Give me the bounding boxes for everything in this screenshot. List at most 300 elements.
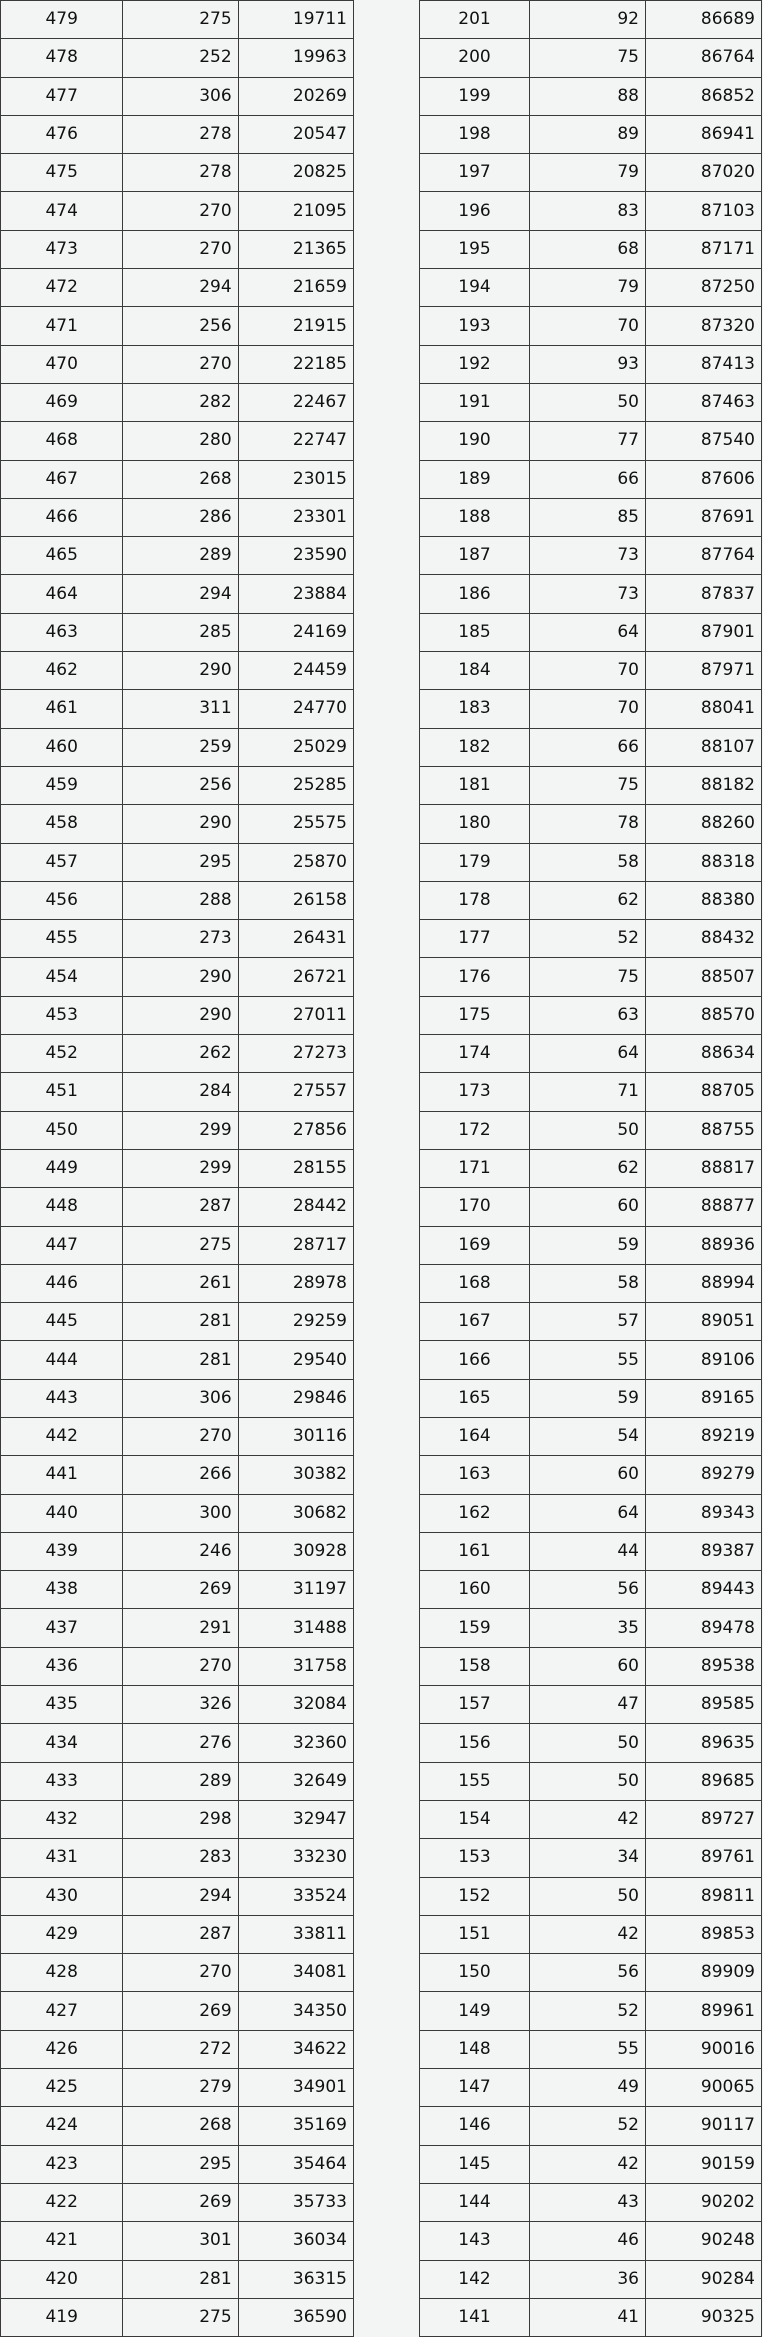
count-cell: 283 xyxy=(123,1839,238,1877)
cumulative-cell: 86689 xyxy=(645,1,761,39)
count-cell: 75 xyxy=(529,766,645,804)
table-row xyxy=(1,575,354,613)
table-row xyxy=(1,2107,354,2145)
table-row xyxy=(1,920,354,958)
score-cell: 171 xyxy=(420,1149,530,1187)
count-cell: 275 xyxy=(123,2298,238,2336)
score-cell: 443 xyxy=(1,1379,123,1417)
table-row xyxy=(420,192,762,230)
count-cell: 52 xyxy=(529,920,645,958)
cumulative-cell: 30682 xyxy=(238,1494,353,1532)
count-cell: 270 xyxy=(123,230,238,268)
cumulative-cell: 32947 xyxy=(238,1800,353,1838)
table-row xyxy=(1,843,354,881)
cumulative-cell: 35733 xyxy=(238,2183,353,2221)
table-row xyxy=(1,805,354,843)
cumulative-cell: 21095 xyxy=(238,192,353,230)
count-cell: 88 xyxy=(529,77,645,115)
table-row xyxy=(1,1073,354,1111)
count-cell: 73 xyxy=(529,537,645,575)
table-row xyxy=(1,1188,354,1226)
cumulative-cell: 25870 xyxy=(238,843,353,881)
count-cell: 50 xyxy=(529,1877,645,1915)
cumulative-cell: 87540 xyxy=(645,422,761,460)
score-cell: 170 xyxy=(420,1188,530,1226)
cumulative-cell: 27557 xyxy=(238,1073,353,1111)
count-cell: 92 xyxy=(529,1,645,39)
score-cell: 439 xyxy=(1,1532,123,1570)
score-cell: 450 xyxy=(1,1111,123,1149)
table-row xyxy=(420,958,762,996)
cumulative-cell: 88634 xyxy=(645,1035,761,1073)
score-cell: 180 xyxy=(420,805,530,843)
count-cell: 68 xyxy=(529,230,645,268)
table-row xyxy=(1,2298,354,2336)
table-row xyxy=(420,1609,762,1647)
score-cell: 161 xyxy=(420,1532,530,1570)
score-table-left xyxy=(0,0,354,2337)
table-row xyxy=(1,766,354,804)
count-cell: 66 xyxy=(529,460,645,498)
count-cell: 83 xyxy=(529,192,645,230)
cumulative-cell: 89811 xyxy=(645,1877,761,1915)
count-cell: 50 xyxy=(529,1724,645,1762)
score-cell: 157 xyxy=(420,1686,530,1724)
score-cell: 425 xyxy=(1,2069,123,2107)
cumulative-cell: 86764 xyxy=(645,39,761,77)
count-cell: 262 xyxy=(123,1035,238,1073)
cumulative-cell: 87764 xyxy=(645,537,761,575)
cumulative-cell: 90284 xyxy=(645,2260,761,2298)
table-row xyxy=(420,1571,762,1609)
score-cell: 158 xyxy=(420,1647,530,1685)
score-cell: 175 xyxy=(420,996,530,1034)
score-cell: 165 xyxy=(420,1379,530,1417)
score-cell: 446 xyxy=(1,1264,123,1302)
score-cell: 470 xyxy=(1,345,123,383)
count-cell: 299 xyxy=(123,1149,238,1187)
cumulative-cell: 88705 xyxy=(645,1073,761,1111)
score-cell: 460 xyxy=(1,728,123,766)
cumulative-cell: 86852 xyxy=(645,77,761,115)
table-row xyxy=(1,77,354,115)
count-cell: 60 xyxy=(529,1188,645,1226)
cumulative-cell: 89761 xyxy=(645,1839,761,1877)
score-cell: 197 xyxy=(420,154,530,192)
count-cell: 85 xyxy=(529,498,645,536)
cumulative-cell: 90248 xyxy=(645,2222,761,2260)
cumulative-cell: 89853 xyxy=(645,1915,761,1953)
cumulative-cell: 33524 xyxy=(238,1877,353,1915)
count-cell: 59 xyxy=(529,1226,645,1264)
cumulative-cell: 87250 xyxy=(645,269,761,307)
count-cell: 60 xyxy=(529,1647,645,1685)
table-row xyxy=(420,1877,762,1915)
count-cell: 278 xyxy=(123,154,238,192)
score-cell: 182 xyxy=(420,728,530,766)
cumulative-cell: 26431 xyxy=(238,920,353,958)
cumulative-cell: 90016 xyxy=(645,2030,761,2068)
table-row xyxy=(420,805,762,843)
score-cell: 193 xyxy=(420,307,530,345)
count-cell: 79 xyxy=(529,269,645,307)
cumulative-cell: 31488 xyxy=(238,1609,353,1647)
count-cell: 300 xyxy=(123,1494,238,1532)
table-row xyxy=(420,383,762,421)
table-row xyxy=(1,2183,354,2221)
count-cell: 290 xyxy=(123,996,238,1034)
score-cell: 427 xyxy=(1,1992,123,2030)
count-cell: 269 xyxy=(123,1992,238,2030)
count-cell: 52 xyxy=(529,2107,645,2145)
table-row xyxy=(1,39,354,77)
score-cell: 159 xyxy=(420,1609,530,1647)
table-row xyxy=(1,1571,354,1609)
count-cell: 59 xyxy=(529,1379,645,1417)
cumulative-cell: 23884 xyxy=(238,575,353,613)
count-cell: 89 xyxy=(529,115,645,153)
cumulative-cell: 21365 xyxy=(238,230,353,268)
score-cell: 476 xyxy=(1,115,123,153)
table-row xyxy=(1,1839,354,1877)
count-cell: 269 xyxy=(123,2183,238,2221)
count-cell: 41 xyxy=(529,2298,645,2336)
score-cell: 169 xyxy=(420,1226,530,1264)
count-cell: 42 xyxy=(529,1800,645,1838)
table-row xyxy=(1,690,354,728)
score-cell: 454 xyxy=(1,958,123,996)
score-cell: 449 xyxy=(1,1149,123,1187)
count-cell: 58 xyxy=(529,843,645,881)
score-cell: 142 xyxy=(420,2260,530,2298)
cumulative-cell: 89387 xyxy=(645,1532,761,1570)
score-cell: 438 xyxy=(1,1571,123,1609)
score-cell: 469 xyxy=(1,383,123,421)
score-cell: 432 xyxy=(1,1800,123,1838)
count-cell: 46 xyxy=(529,2222,645,2260)
score-cell: 423 xyxy=(1,2145,123,2183)
cumulative-cell: 89635 xyxy=(645,1724,761,1762)
table-row xyxy=(420,1686,762,1724)
table-row xyxy=(1,498,354,536)
cumulative-cell: 88041 xyxy=(645,690,761,728)
score-cell: 431 xyxy=(1,1839,123,1877)
table-row xyxy=(420,1724,762,1762)
cumulative-cell: 88260 xyxy=(645,805,761,843)
count-cell: 306 xyxy=(123,1379,238,1417)
cumulative-cell: 28717 xyxy=(238,1226,353,1264)
score-cell: 428 xyxy=(1,1954,123,1992)
score-table-right xyxy=(419,0,762,2337)
cumulative-cell: 20547 xyxy=(238,115,353,153)
table-row xyxy=(420,2222,762,2260)
table-row xyxy=(1,115,354,153)
count-cell: 290 xyxy=(123,805,238,843)
table-row xyxy=(1,1877,354,1915)
score-cell: 181 xyxy=(420,766,530,804)
table-row xyxy=(1,2145,354,2183)
cumulative-cell: 33811 xyxy=(238,1915,353,1953)
count-cell: 73 xyxy=(529,575,645,613)
cumulative-cell: 29540 xyxy=(238,1341,353,1379)
count-cell: 281 xyxy=(123,1303,238,1341)
score-cell: 477 xyxy=(1,77,123,115)
count-cell: 275 xyxy=(123,1226,238,1264)
count-cell: 78 xyxy=(529,805,645,843)
cumulative-cell: 89909 xyxy=(645,1954,761,1992)
score-cell: 473 xyxy=(1,230,123,268)
count-cell: 62 xyxy=(529,881,645,919)
count-cell: 55 xyxy=(529,2030,645,2068)
score-cell: 154 xyxy=(420,1800,530,1838)
count-cell: 280 xyxy=(123,422,238,460)
count-cell: 62 xyxy=(529,1149,645,1187)
count-cell: 36 xyxy=(529,2260,645,2298)
table-row xyxy=(420,1188,762,1226)
score-cell: 156 xyxy=(420,1724,530,1762)
table-row xyxy=(420,766,762,804)
score-cell: 478 xyxy=(1,39,123,77)
score-cell: 436 xyxy=(1,1647,123,1685)
table-row xyxy=(1,1264,354,1302)
score-cell: 141 xyxy=(420,2298,530,2336)
table-row xyxy=(420,920,762,958)
cumulative-cell: 90202 xyxy=(645,2183,761,2221)
score-cell: 177 xyxy=(420,920,530,958)
cumulative-cell: 36315 xyxy=(238,2260,353,2298)
count-cell: 256 xyxy=(123,307,238,345)
count-cell: 64 xyxy=(529,1035,645,1073)
score-cell: 458 xyxy=(1,805,123,843)
table-row xyxy=(1,1724,354,1762)
score-cell: 179 xyxy=(420,843,530,881)
cumulative-cell: 89685 xyxy=(645,1762,761,1800)
count-cell: 34 xyxy=(529,1839,645,1877)
cumulative-cell: 33230 xyxy=(238,1839,353,1877)
score-cell: 466 xyxy=(1,498,123,536)
score-cell: 149 xyxy=(420,1992,530,2030)
table-row xyxy=(420,2183,762,2221)
count-cell: 268 xyxy=(123,2107,238,2145)
table-row xyxy=(420,2030,762,2068)
cumulative-cell: 89279 xyxy=(645,1456,761,1494)
count-cell: 66 xyxy=(529,728,645,766)
score-cell: 455 xyxy=(1,920,123,958)
score-cell: 444 xyxy=(1,1341,123,1379)
score-cell: 434 xyxy=(1,1724,123,1762)
score-cell: 148 xyxy=(420,2030,530,2068)
count-cell: 298 xyxy=(123,1800,238,1838)
cumulative-cell: 21659 xyxy=(238,269,353,307)
cumulative-cell: 90065 xyxy=(645,2069,761,2107)
score-cell: 457 xyxy=(1,843,123,881)
score-cell: 442 xyxy=(1,1417,123,1455)
cumulative-cell: 90325 xyxy=(645,2298,761,2336)
score-cell: 448 xyxy=(1,1188,123,1226)
table-row xyxy=(420,1035,762,1073)
table-row xyxy=(420,575,762,613)
score-cell: 462 xyxy=(1,652,123,690)
table-row xyxy=(1,613,354,651)
score-cell: 471 xyxy=(1,307,123,345)
cumulative-cell: 89538 xyxy=(645,1647,761,1685)
table-row xyxy=(420,728,762,766)
score-cell: 160 xyxy=(420,1571,530,1609)
table-row xyxy=(1,1,354,39)
table-row xyxy=(420,269,762,307)
score-cell: 441 xyxy=(1,1456,123,1494)
score-cell: 173 xyxy=(420,1073,530,1111)
table-row xyxy=(1,2030,354,2068)
cumulative-cell: 24459 xyxy=(238,652,353,690)
table-row xyxy=(420,1226,762,1264)
cumulative-cell: 36590 xyxy=(238,2298,353,2336)
cumulative-cell: 22185 xyxy=(238,345,353,383)
cumulative-cell: 22747 xyxy=(238,422,353,460)
score-cell: 163 xyxy=(420,1456,530,1494)
count-cell: 50 xyxy=(529,383,645,421)
count-cell: 269 xyxy=(123,1571,238,1609)
table-row xyxy=(420,154,762,192)
count-cell: 261 xyxy=(123,1264,238,1302)
count-cell: 70 xyxy=(529,307,645,345)
cumulative-cell: 88107 xyxy=(645,728,761,766)
cumulative-cell: 30382 xyxy=(238,1456,353,1494)
score-cell: 472 xyxy=(1,269,123,307)
score-cell: 145 xyxy=(420,2145,530,2183)
table-row xyxy=(1,192,354,230)
cumulative-cell: 26158 xyxy=(238,881,353,919)
score-cell: 176 xyxy=(420,958,530,996)
count-cell: 75 xyxy=(529,958,645,996)
score-cell: 146 xyxy=(420,2107,530,2145)
table-row xyxy=(420,881,762,919)
score-cell: 195 xyxy=(420,230,530,268)
cumulative-cell: 89106 xyxy=(645,1341,761,1379)
table-row xyxy=(420,345,762,383)
count-cell: 291 xyxy=(123,1609,238,1647)
table-row xyxy=(420,39,762,77)
table-row xyxy=(1,1800,354,1838)
count-cell: 270 xyxy=(123,192,238,230)
table-row xyxy=(1,422,354,460)
table-row xyxy=(420,77,762,115)
cumulative-cell: 89478 xyxy=(645,1609,761,1647)
score-table-right-body xyxy=(420,1,762,2337)
score-cell: 474 xyxy=(1,192,123,230)
count-cell: 282 xyxy=(123,383,238,421)
table-row xyxy=(1,1379,354,1417)
cumulative-cell: 34350 xyxy=(238,1992,353,2030)
table-row xyxy=(420,1303,762,1341)
table-row xyxy=(1,537,354,575)
score-cell: 151 xyxy=(420,1915,530,1953)
cumulative-cell: 30928 xyxy=(238,1532,353,1570)
table-row xyxy=(1,2222,354,2260)
table-row xyxy=(420,537,762,575)
table-row xyxy=(420,613,762,651)
cumulative-cell: 34622 xyxy=(238,2030,353,2068)
score-cell: 192 xyxy=(420,345,530,383)
cumulative-cell: 27273 xyxy=(238,1035,353,1073)
cumulative-cell: 28442 xyxy=(238,1188,353,1226)
score-cell: 164 xyxy=(420,1417,530,1455)
table-row xyxy=(1,728,354,766)
table-row xyxy=(420,2069,762,2107)
cumulative-cell: 19711 xyxy=(238,1,353,39)
count-cell: 278 xyxy=(123,115,238,153)
table-row xyxy=(1,1647,354,1685)
score-cell: 189 xyxy=(420,460,530,498)
table-row xyxy=(420,996,762,1034)
cumulative-cell: 87103 xyxy=(645,192,761,230)
cumulative-cell: 88994 xyxy=(645,1264,761,1302)
cumulative-cell: 88936 xyxy=(645,1226,761,1264)
cumulative-cell: 25575 xyxy=(238,805,353,843)
cumulative-cell: 88318 xyxy=(645,843,761,881)
table-row xyxy=(420,1992,762,2030)
cumulative-cell: 88432 xyxy=(645,920,761,958)
count-cell: 284 xyxy=(123,1073,238,1111)
count-cell: 295 xyxy=(123,843,238,881)
table-row xyxy=(420,1915,762,1953)
cumulative-cell: 26721 xyxy=(238,958,353,996)
table-row xyxy=(1,1035,354,1073)
count-cell: 58 xyxy=(529,1264,645,1302)
cumulative-cell: 35169 xyxy=(238,2107,353,2145)
count-cell: 75 xyxy=(529,39,645,77)
score-cell: 196 xyxy=(420,192,530,230)
table-row xyxy=(420,652,762,690)
score-cell: 172 xyxy=(420,1111,530,1149)
table-row xyxy=(1,1226,354,1264)
cumulative-cell: 88380 xyxy=(645,881,761,919)
table-row xyxy=(1,1992,354,2030)
count-cell: 290 xyxy=(123,652,238,690)
count-cell: 71 xyxy=(529,1073,645,1111)
count-cell: 35 xyxy=(529,1609,645,1647)
table-row xyxy=(420,1,762,39)
count-cell: 56 xyxy=(529,1571,645,1609)
cumulative-cell: 24169 xyxy=(238,613,353,651)
score-cell: 426 xyxy=(1,2030,123,2068)
table-row xyxy=(420,1149,762,1187)
score-cell: 190 xyxy=(420,422,530,460)
count-cell: 50 xyxy=(529,1111,645,1149)
table-row xyxy=(1,383,354,421)
table-row xyxy=(420,115,762,153)
count-cell: 270 xyxy=(123,345,238,383)
cumulative-cell: 19963 xyxy=(238,39,353,77)
cumulative-cell: 29259 xyxy=(238,1303,353,1341)
cumulative-cell: 31197 xyxy=(238,1571,353,1609)
cumulative-cell: 89443 xyxy=(645,1571,761,1609)
table-row xyxy=(1,1494,354,1532)
cumulative-cell: 87606 xyxy=(645,460,761,498)
score-cell: 463 xyxy=(1,613,123,651)
table-row xyxy=(1,2069,354,2107)
cumulative-cell: 87171 xyxy=(645,230,761,268)
score-cell: 152 xyxy=(420,1877,530,1915)
count-cell: 270 xyxy=(123,1647,238,1685)
count-cell: 57 xyxy=(529,1303,645,1341)
score-cell: 201 xyxy=(420,1,530,39)
cumulative-cell: 23301 xyxy=(238,498,353,536)
table-row xyxy=(1,1111,354,1149)
cumulative-cell: 87971 xyxy=(645,652,761,690)
score-cell: 162 xyxy=(420,1494,530,1532)
table-row xyxy=(1,1303,354,1341)
